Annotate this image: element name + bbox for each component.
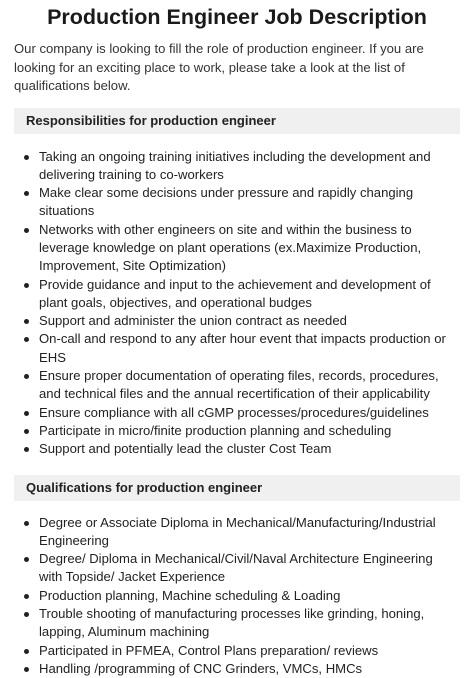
list-item-text: On-call and respond to any after hour event that impacts production or EHS <box>39 331 446 365</box>
bullet-icon <box>24 429 29 434</box>
qualifications-list <box>24 514 458 678</box>
list-item-text: Make clear some decisions under pressure and rapidly changing situations <box>39 185 414 219</box>
list-item-text: Networks with other engineers on site and within the business to leverage knowledge on plant operations (ex.Maximize Production, Improvement, Site Optimization) <box>39 221 422 274</box>
list-item-text: Handling /programming of CNC Grinders, VMCs, HMCs <box>39 660 363 676</box>
bullet-icon <box>24 521 29 526</box>
bullet-icon <box>24 612 29 617</box>
list-item-text: Ensure compliance with all cGMP processes/procedures/guidelines <box>39 404 429 420</box>
list-item <box>24 550 458 587</box>
list-item-text: Taking an ongoing training initiatives including the development and delivering training to co-workers <box>39 148 431 182</box>
list-item <box>24 276 458 313</box>
list-item <box>24 221 458 276</box>
bullet-icon <box>24 411 29 416</box>
bullet-icon <box>24 283 29 288</box>
bullet-icon <box>24 374 29 379</box>
bullet-icon <box>24 649 29 654</box>
page-title: Production Engineer Job Description <box>47 5 427 29</box>
list-item-text: Degree/ Diploma in Mechanical/Civil/Naval Architecture Engineering with Topside/ Jacket Experience <box>39 551 433 585</box>
list-item-text: Trouble shooting of manufacturing processes like grinding, honing, lapping, Aluminum machining <box>39 606 425 640</box>
list-item <box>24 148 458 185</box>
list-item-text: Support and administer the union contract as needed <box>39 313 347 329</box>
list-item <box>24 660 458 678</box>
qualifications-heading: Qualifications for production engineer <box>14 475 460 501</box>
bullet-icon <box>24 319 29 324</box>
list-item-text: Production planning, Machine scheduling & Loading <box>39 587 341 603</box>
list-item <box>24 440 458 458</box>
list-item-text: Support and potentially lead the cluster Cost Team <box>39 441 332 457</box>
bullet-icon <box>24 155 29 160</box>
bullet-icon <box>24 557 29 562</box>
bullet-icon <box>24 228 29 233</box>
list-item <box>24 605 458 642</box>
list-item <box>24 330 458 367</box>
bullet-icon <box>24 337 29 342</box>
responsibilities-heading: Responsibilities for production engineer <box>14 108 460 134</box>
list-item-text: Degree or Associate Diploma in Mechanical/Manufacturing/Industrial Engineering <box>39 514 436 548</box>
list-item <box>24 404 458 422</box>
bullet-icon <box>24 191 29 196</box>
responsibilities-list <box>24 148 458 459</box>
list-item-text: Participate in micro/finite production planning and scheduling <box>39 422 392 438</box>
list-item <box>24 514 458 551</box>
list-item <box>24 184 458 221</box>
list-item <box>24 367 458 404</box>
list-item <box>24 422 458 440</box>
list-item-text: Participated in PFMEA, Control Plans preparation/ reviews <box>39 642 379 658</box>
intro-paragraph: Our company is looking to fill the role of production engineer. If you are looking for an exciting place to work, please take a look at the list of qualifications below. <box>14 41 424 93</box>
list-item-text: Ensure proper documentation of operating files, records, procedures, and technical files and the annual recertification of their applicability <box>39 368 439 402</box>
list-item-text: Provide guidance and input to the achievement and development of plant goals, objectives, and operational budges <box>39 276 431 310</box>
list-item <box>24 312 458 330</box>
list-item <box>24 642 458 660</box>
bullet-icon <box>24 594 29 599</box>
list-item <box>24 587 458 605</box>
bullet-icon <box>24 447 29 452</box>
bullet-icon <box>24 667 29 672</box>
